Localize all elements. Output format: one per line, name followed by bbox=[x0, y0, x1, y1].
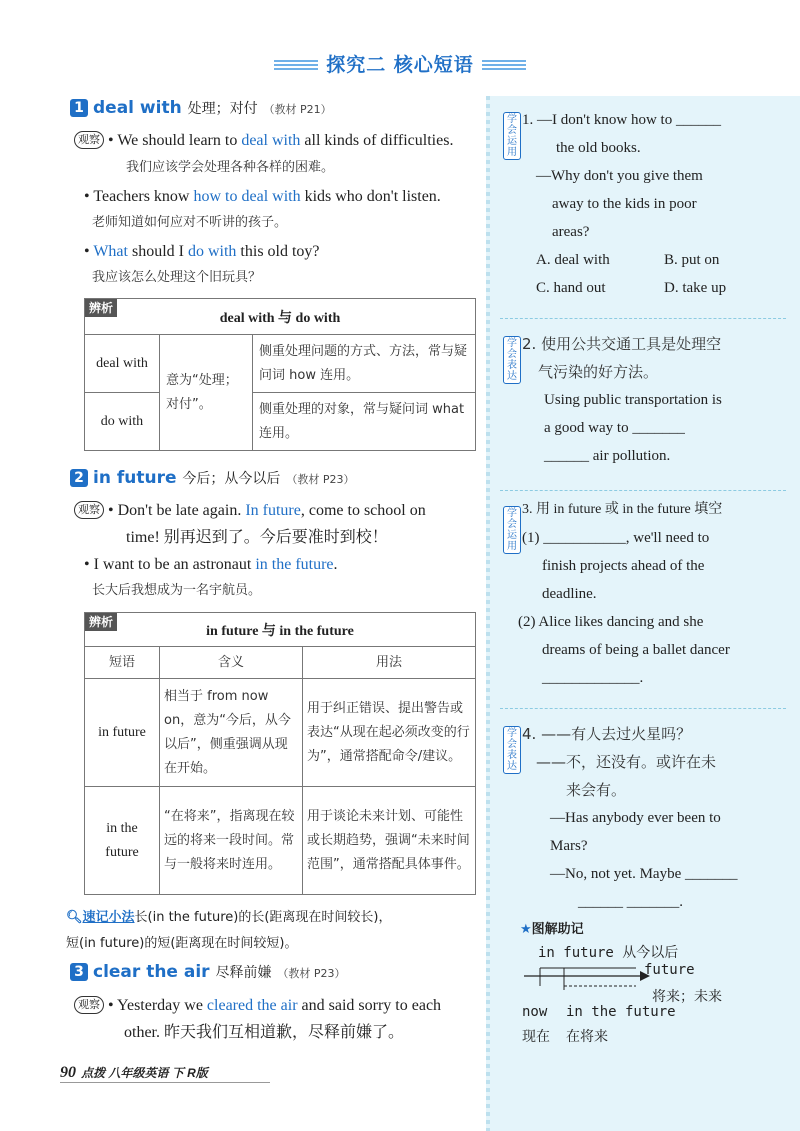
divider bbox=[500, 318, 786, 319]
tag-apply-3: 学会运用 bbox=[503, 506, 521, 554]
star-icon: ★ bbox=[520, 921, 532, 936]
tag-express-2: 学会表达 bbox=[503, 336, 521, 384]
question-3: 3. 用 in future 或 in the future 填空 (1) ___________, we'll need to finish projects ahead of the deadline. (2) Alice likes dancing and she dreams of being a ballet dancer _____________. bbox=[518, 502, 730, 686]
diagram-in-future: in future 从今以后 bbox=[538, 945, 679, 961]
table-future: 辨析 in future 与 in the future 短语 含义 用法 in future 相当于 from now on，意为“今后，从今以后”，侧重强调从现在开始。 用于纠正错误、提出警告或表达“从现在起必须改变的行为”，通常搭配命令/建议。 in the future “在将来”，指离现在较远的将来一段时间。常与一般将来时连用。 用于谈论未来计划、可能性或长期趋势，强调“未来时间范围”，通常搭配具体事件。 bbox=[84, 612, 476, 895]
example-1-1: 观察 • We should learn to deal with all kinds of difficulties. bbox=[74, 128, 453, 154]
option-b[interactable]: B. put on bbox=[664, 252, 720, 268]
decor-stripes-left bbox=[274, 60, 318, 71]
diagram-now-cn: 现在 bbox=[522, 1029, 550, 1045]
page-title: 探究二 核心短语 bbox=[0, 50, 800, 77]
option-c[interactable]: C. hand out bbox=[536, 280, 606, 296]
memory-tip: 🔍︎速记小法长(in the future)的长(距离现在时间较长)， bbox=[66, 910, 392, 925]
diagram-in-the-future: in the future bbox=[566, 1004, 676, 1020]
example-1-2-cn: 老师知道如何应对不听讲的孩子。 bbox=[92, 215, 288, 230]
example-3-1-cont: other. 昨天我们互相道歉，尽释前嫌了。 bbox=[124, 1024, 404, 1041]
option-d[interactable]: D. take up bbox=[664, 280, 727, 296]
magnifier-icon: 🔍︎ bbox=[66, 910, 83, 925]
diagram-future: future bbox=[644, 962, 695, 978]
divider bbox=[500, 490, 786, 491]
tag-apply-1: 学会运用 bbox=[503, 112, 521, 160]
example-2-2: • I want to be an astronaut in the future. bbox=[84, 556, 338, 573]
diagram-future-cn: 将来；未来 bbox=[652, 989, 722, 1005]
panel-edge bbox=[486, 96, 490, 1131]
example-2-2-cn: 长大后我想成为一名宇航员。 bbox=[92, 583, 262, 598]
table-deal-do: 辨析 deal with 与 do with deal with 意为“处理；对付”。 侧重处理问题的方式、方法，常与疑问词 how 连用。 do with 侧重处理的对象，常与疑问词 what 连用。 bbox=[84, 298, 476, 451]
example-1-1-cn: 我们应该学会处理各种各样的困难。 bbox=[126, 160, 335, 175]
example-2-1-cont: time! 别再迟到了。今后要准时到校！ bbox=[126, 529, 388, 546]
example-2-1: 观察 • Don't be late again. In future, come to school on bbox=[74, 498, 426, 524]
example-3-1: 观察 • Yesterday we cleared the air and said sorry to each bbox=[74, 993, 441, 1019]
question-1: 1. —I don't know how to ______ the old books. —Why don't you give them away to the kids in poor areas? A. deal with B. put on C. hand out D. take up bbox=[522, 106, 782, 302]
example-1-3: • What should I do with this old toy? bbox=[84, 243, 320, 260]
diagram-title: ★图解助记 bbox=[520, 921, 584, 936]
tag-express-4: 学会表达 bbox=[503, 726, 521, 774]
footer: 90 点拨 八年级英语 下 R版 bbox=[60, 1062, 270, 1083]
memory-tip-2: 短(in future)的短(距离现在时间较短)。 bbox=[66, 936, 298, 951]
section-3-heading: 3 clear the air 尽释前嫌 （教材 P23） bbox=[70, 962, 346, 982]
divider bbox=[500, 708, 786, 709]
section-2-heading: 2 in future 今后；从今以后 （教材 P23） bbox=[70, 468, 354, 488]
diagram-now: now bbox=[522, 1004, 548, 1020]
example-1-3-cn: 我应该怎么处理这个旧玩具？ bbox=[92, 270, 262, 285]
diagram-future-cn2: 在将来 bbox=[566, 1029, 608, 1045]
question-4: 4. ——有人去过火星吗？ ——不，还没有。或许在未 来会有。 —Has anybody ever been to Mars? —No, not yet. Maybe _______ ______ _______. bbox=[522, 725, 738, 910]
decor-stripes-right bbox=[482, 60, 526, 71]
example-1-2: • Teachers know how to deal with kids who don't listen. bbox=[84, 188, 441, 205]
section-1-heading: 1 deal with 处理；对付 （教材 P21） bbox=[70, 98, 332, 118]
question-2: 2. 使用公共交通工具是处理空 气污染的好方法。 Using public transportation is a good way to _______ ______ air pollution. bbox=[522, 335, 722, 464]
option-a[interactable]: A. deal with bbox=[536, 252, 610, 268]
